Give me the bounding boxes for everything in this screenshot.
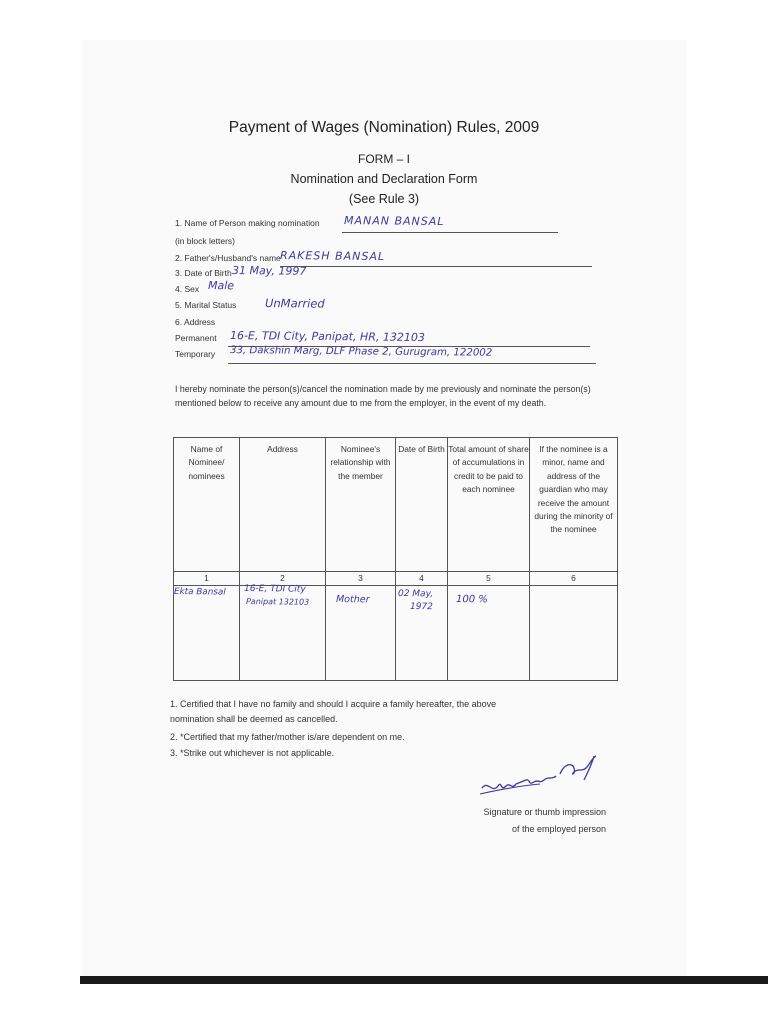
marital-value: UnMarried: [264, 296, 325, 311]
column-number: 6: [530, 572, 618, 585]
header-share: Total amount of share of accumulations in credit to be paid to each nominee: [448, 438, 530, 572]
nominee-guardian-cell: [530, 585, 618, 680]
form-number: FORM – I: [357, 152, 410, 166]
header-guardian: If the nominee is a minor, name and address of the guardian who may receive the amount during the minority of the nominee: [530, 438, 618, 572]
dob-label: 3. Date of Birth: [175, 268, 232, 278]
block-letters-note: (in block letters): [175, 236, 235, 246]
nominee-share-cell: [448, 585, 530, 680]
column-number: 1: [174, 572, 240, 585]
header-nominee-name: Name of Nominee/ nominees: [174, 438, 240, 572]
temporary-label: Temporary: [175, 349, 216, 359]
name-underline: [342, 232, 558, 233]
declaration-text: I hereby nominate the person(s)/cancel the nomination made by me previously and nominate the person(s) mentioned below to receive any amount due to me from the employer, in the event of my death.: [175, 384, 591, 408]
signature-label-line1: Signature or thumb impression: [483, 807, 606, 817]
certification-1-line1: 1. Certified that I have no family and should I acquire a family hereafter, the above: [170, 699, 497, 709]
nominee-share: 100 %: [455, 593, 488, 605]
nominee-dob-line2: 1972: [409, 601, 433, 612]
sex-label: 4. Sex: [175, 284, 200, 294]
column-number-row: [174, 572, 618, 585]
marital-label: 5. Marital Status: [175, 300, 237, 310]
signature-label-line2: of the employed person: [511, 824, 606, 834]
certification-3: 3. *Strike out whichever is not applicable.: [170, 748, 335, 758]
form-subtitle: Nomination and Declaration Form: [290, 172, 478, 186]
sex-value: Male: [207, 279, 235, 293]
father-underline: [280, 266, 592, 267]
column-number: 4: [396, 572, 448, 585]
dob-value: 31 May, 1997: [231, 264, 307, 278]
nominee-table: [173, 437, 618, 681]
nominee-relationship: Mother: [335, 593, 370, 605]
nominee-address-line2: Panipat 132103: [245, 596, 310, 607]
scan-edge: [80, 976, 768, 984]
nominee-relationship-cell: [326, 585, 396, 680]
father-label: 2. Father's/Husband's name: [175, 253, 281, 263]
address-label: 6. Address: [175, 317, 216, 327]
certification-2: 2. *Certified that my father/mother is/are dependent on me.: [170, 732, 405, 742]
nominee-dob-cell: [396, 585, 448, 680]
form-rule: (See Rule 3): [348, 192, 420, 206]
handwritten-signature: [478, 750, 603, 800]
temporary-value: 33, Dakshin Marg, DLF Phase 2, Gurugram, 122002: [229, 345, 493, 359]
name-value: MANAN BANSAL: [343, 214, 445, 229]
column-number: 2: [240, 572, 326, 585]
permanent-value: 16-E, TDI City, Panipat, HR, 132103: [229, 329, 425, 345]
permanent-label: Permanent: [175, 333, 217, 343]
nominee-row: [174, 585, 618, 680]
father-value: RAKESH BANSAL: [279, 249, 386, 264]
nominee-dob-line1: 02 May,: [397, 588, 434, 600]
nominee-address-line1: 16-E, TDI City: [243, 583, 306, 595]
header-relationship: Nominee's relationship with the member: [326, 438, 396, 572]
column-number: 5: [448, 572, 530, 585]
nominee-name-cell: [174, 585, 240, 680]
form-title: Payment of Wages (Nomination) Rules, 2009: [228, 119, 540, 136]
header-dob: Date of Birth: [396, 438, 448, 572]
certification-1-line2: nomination shall be deemed as cancelled.: [170, 714, 338, 724]
column-number: 3: [326, 572, 396, 585]
temporary-underline: [228, 363, 596, 364]
header-address: Address: [240, 438, 326, 572]
name-label: 1. Name of Person making nomination: [175, 218, 320, 228]
nominee-name: Ekta Bansal: [173, 586, 226, 598]
nominee-address-cell: [240, 585, 326, 680]
